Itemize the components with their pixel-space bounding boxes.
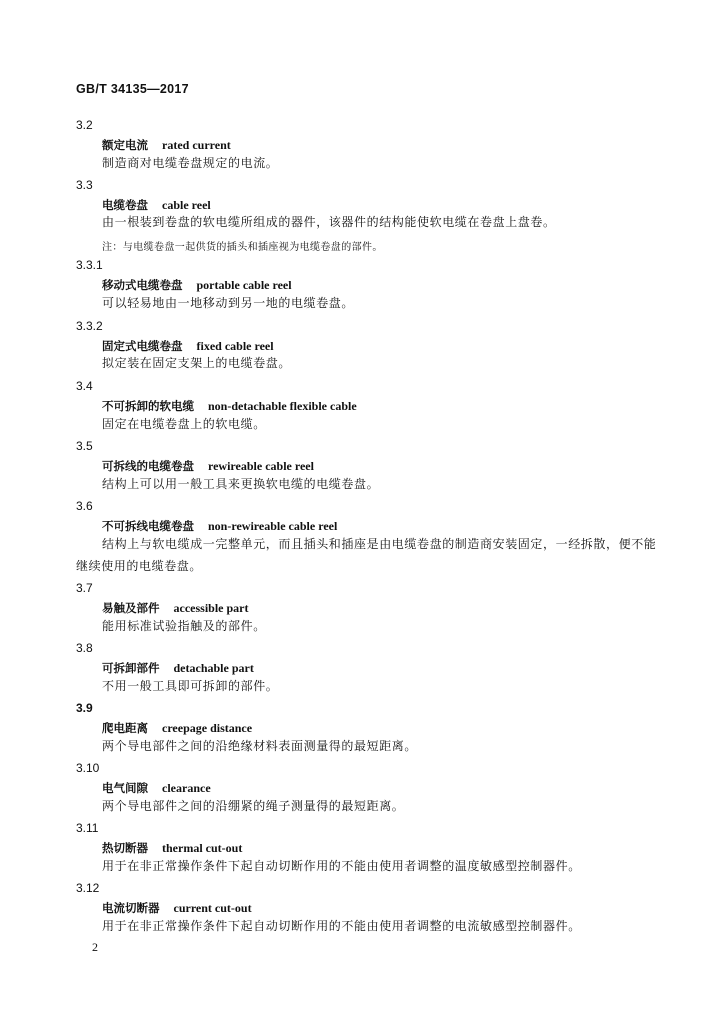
clause-number: 3.2	[76, 118, 93, 132]
term-heading	[102, 600, 248, 616]
term-zh: 不可拆线电缆卷盘	[102, 519, 194, 533]
term-heading	[102, 398, 357, 414]
term-heading	[102, 840, 242, 856]
term-en: rewireable cable reel	[208, 459, 314, 473]
term-heading	[102, 518, 337, 534]
term-en: detachable part	[173, 661, 254, 675]
term-definition: 可以轻易地由一地移动到另一地的电缆卷盘。	[102, 296, 355, 310]
term-zh: 额定电流	[102, 138, 148, 152]
term-en: accessible part	[173, 601, 249, 615]
term-zh: 易触及部件	[102, 601, 160, 615]
term-en: rated current	[162, 138, 231, 152]
term-definition: 两个导电部件之间的沿绝缘材料表面测量得的最短距离。	[102, 739, 418, 753]
page-number: 2	[92, 940, 98, 954]
term-en: creepage distance	[162, 721, 253, 735]
clause-number: 3.9	[76, 701, 93, 715]
term-heading	[102, 137, 231, 153]
term-definition: 两个导电部件之间的沿绷紧的绳子测量得的最短距离。	[102, 799, 405, 813]
term-zh: 移动式电缆卷盘	[102, 278, 183, 292]
term-definition: 用于在非正常操作条件下起自动切断作用的不能由使用者调整的温度敏感型控制器件。	[102, 859, 581, 873]
term-heading	[102, 277, 292, 293]
term-definition: 能用标准试验指触及的部件。	[102, 619, 266, 633]
term-zh: 电流切断器	[102, 901, 160, 915]
term-zh: 固定式电缆卷盘	[102, 339, 183, 353]
term-heading	[102, 720, 252, 736]
clause-number: 3.3.2	[76, 319, 103, 333]
clause-number: 3.3	[76, 178, 93, 192]
term-en: non-detachable flexible cable	[208, 399, 357, 413]
term-en: portable cable reel	[196, 278, 292, 292]
term-definition: 固定在电缆卷盘上的软电缆。	[102, 417, 266, 431]
clause-number: 3.12	[76, 881, 100, 895]
term-zh: 电气间隙	[102, 781, 148, 795]
term-definition: 用于在非正常操作条件下起自动切断作用的不能由使用者调整的电流敏感型控制器件。	[102, 919, 581, 933]
term-definition: 由一根装到卷盘的软电缆所组成的器件，该器件的结构能使软电缆在卷盘上盘卷。	[102, 215, 556, 229]
term-en: cable reel	[162, 198, 211, 212]
term-heading	[102, 660, 254, 676]
term-heading	[102, 780, 211, 796]
clause-number: 3.3.1	[76, 258, 103, 272]
clause-number: 3.7	[76, 581, 93, 595]
term-definition: 结构上与软电缆成一完整单元，而且插头和插座是由电缆卷盘的制造商安装固定，一经拆散，便不能继续使用的电缆卷盘。	[76, 537, 657, 573]
term-zh: 热切断器	[102, 841, 148, 855]
term-zh: 可拆线的电缆卷盘	[102, 459, 194, 473]
term-zh: 不可拆卸的软电缆	[102, 399, 194, 413]
term-en: thermal cut-out	[162, 841, 243, 855]
clause-number: 3.6	[76, 499, 93, 513]
term-en: fixed cable reel	[196, 339, 274, 353]
clause-number: 3.10	[76, 761, 100, 775]
term-zh: 爬电距离	[102, 721, 148, 735]
term-definition: 结构上可以用一般工具来更换软电缆的电缆卷盘。	[102, 477, 380, 491]
term-zh: 电缆卷盘	[102, 198, 148, 212]
clause-number: 3.5	[76, 439, 93, 453]
term-definition: 拟定装在固定支架上的电缆卷盘。	[102, 356, 292, 370]
term-heading	[102, 458, 314, 474]
term-heading	[102, 900, 252, 916]
term-en: non-rewireable cable reel	[208, 519, 338, 533]
standard-code: GB/T 34135—2017	[76, 82, 189, 96]
clause-number: 3.4	[76, 379, 93, 393]
term-note: 注：与电缆卷盘一起供货的插头和插座视为电缆卷盘的部件。	[102, 242, 383, 253]
term-en: clearance	[162, 781, 211, 795]
term-en: current cut-out	[173, 901, 252, 915]
clause-number: 3.8	[76, 641, 93, 655]
clause-number: 3.11	[76, 821, 99, 835]
term-zh: 可拆卸部件	[102, 661, 160, 675]
term-definition: 制造商对电缆卷盘规定的电流。	[102, 156, 279, 170]
term-definition: 不用一般工具即可拆卸的部件。	[102, 679, 279, 693]
